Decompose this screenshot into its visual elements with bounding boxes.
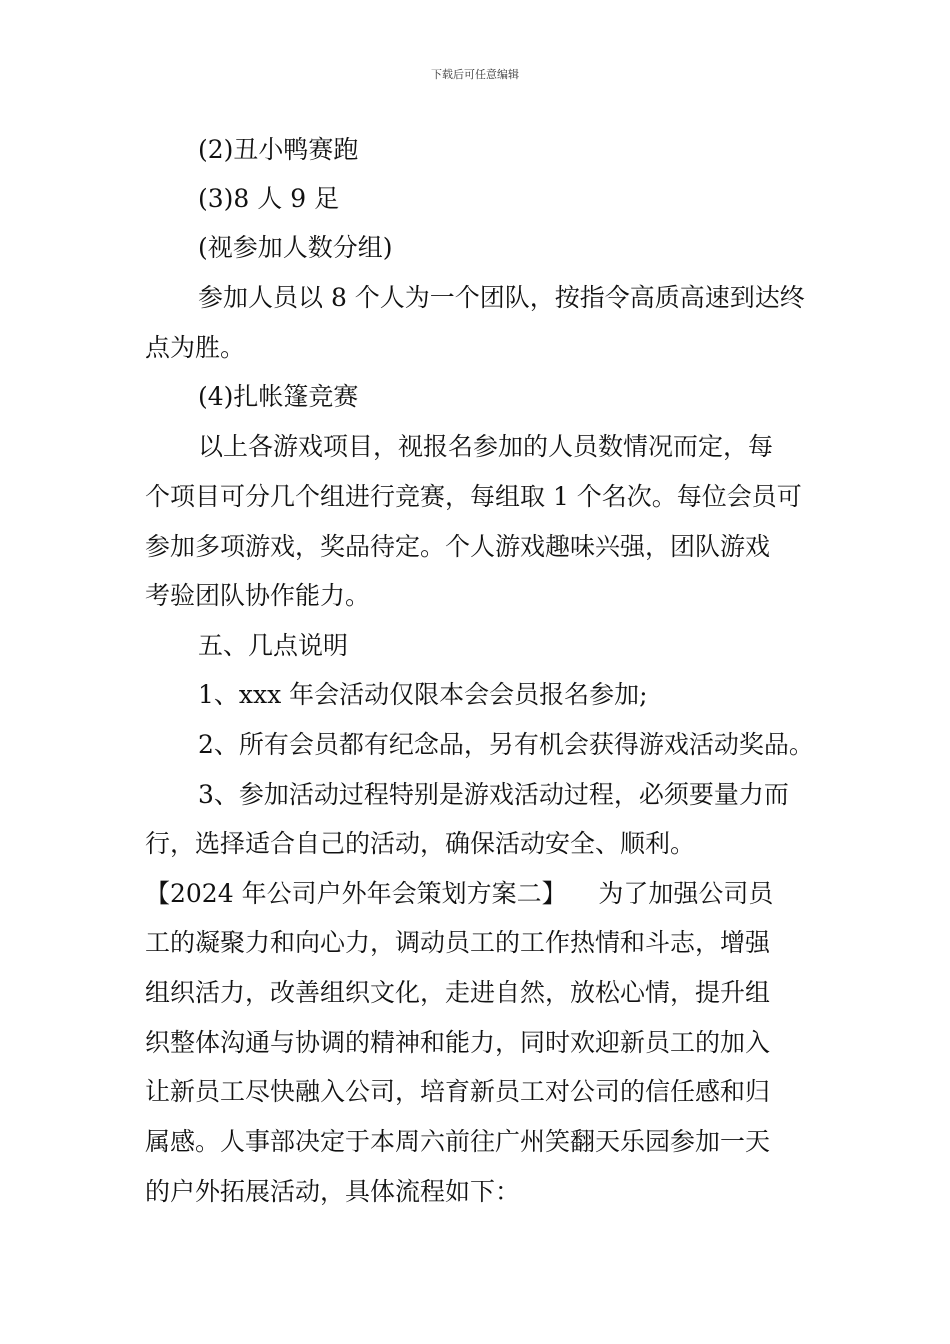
text-line: 行，选择适合自己的活动，确保活动安全、顺利。: [145, 829, 696, 858]
text-line: 2、所有会员都有纪念品，另有机会获得游戏活动奖品。: [198, 730, 814, 759]
text-line: 参加多项游戏，奖品待定。个人游戏趣味兴强，团队游戏: [145, 532, 771, 561]
text-line: 属感。人事部决定于本周六前往广州笑翻天乐园参加一天: [145, 1127, 771, 1156]
text-line: (视参加人数分组): [198, 233, 393, 262]
text-line: 1、xxx 年会活动仅限本会会员报名参加;: [198, 680, 648, 709]
text-line: 【2024 年公司户外年会策划方案二】 为了加强公司员: [145, 879, 774, 908]
text-line: 考验团队协作能力。: [145, 581, 371, 610]
text-line: 工的凝聚力和向心力，调动员工的工作热情和斗志，增强: [145, 928, 771, 957]
text-line: 以上各游戏项目，视报名参加的人员数情况而定，每: [198, 432, 774, 461]
text-line: 五、几点说明: [198, 631, 349, 660]
text-line: 参加人员以 8 个人为一个团队，按指令高质高速到达终: [198, 283, 805, 312]
text-line: 点为胜。: [145, 333, 246, 362]
text-line: 3、参加活动过程特别是游戏活动过程，必须要量力而: [198, 780, 789, 809]
text-line: (4)扎帐篷竞赛: [198, 382, 359, 411]
text-line: 织整体沟通与协调的精神和能力，同时欢迎新员工的加入: [145, 1028, 771, 1057]
text-line: 个项目可分几个组进行竞赛，每组取 1 个名次。每位会员可: [145, 482, 802, 511]
text-line: 让新员工尽快融入公司，培育新员工对公司的信任感和归: [145, 1077, 771, 1106]
text-line: (3)8 人 9 足: [198, 184, 340, 213]
page-header: 下载后可任意编辑: [431, 68, 519, 81]
text-line: 的户外拓展活动，具体流程如下：: [145, 1177, 521, 1206]
text-line: (2)丑小鸭赛跑: [198, 135, 359, 164]
text-line: 组织活力，改善组织文化，走进自然，放松心情，提升组: [145, 978, 771, 1007]
